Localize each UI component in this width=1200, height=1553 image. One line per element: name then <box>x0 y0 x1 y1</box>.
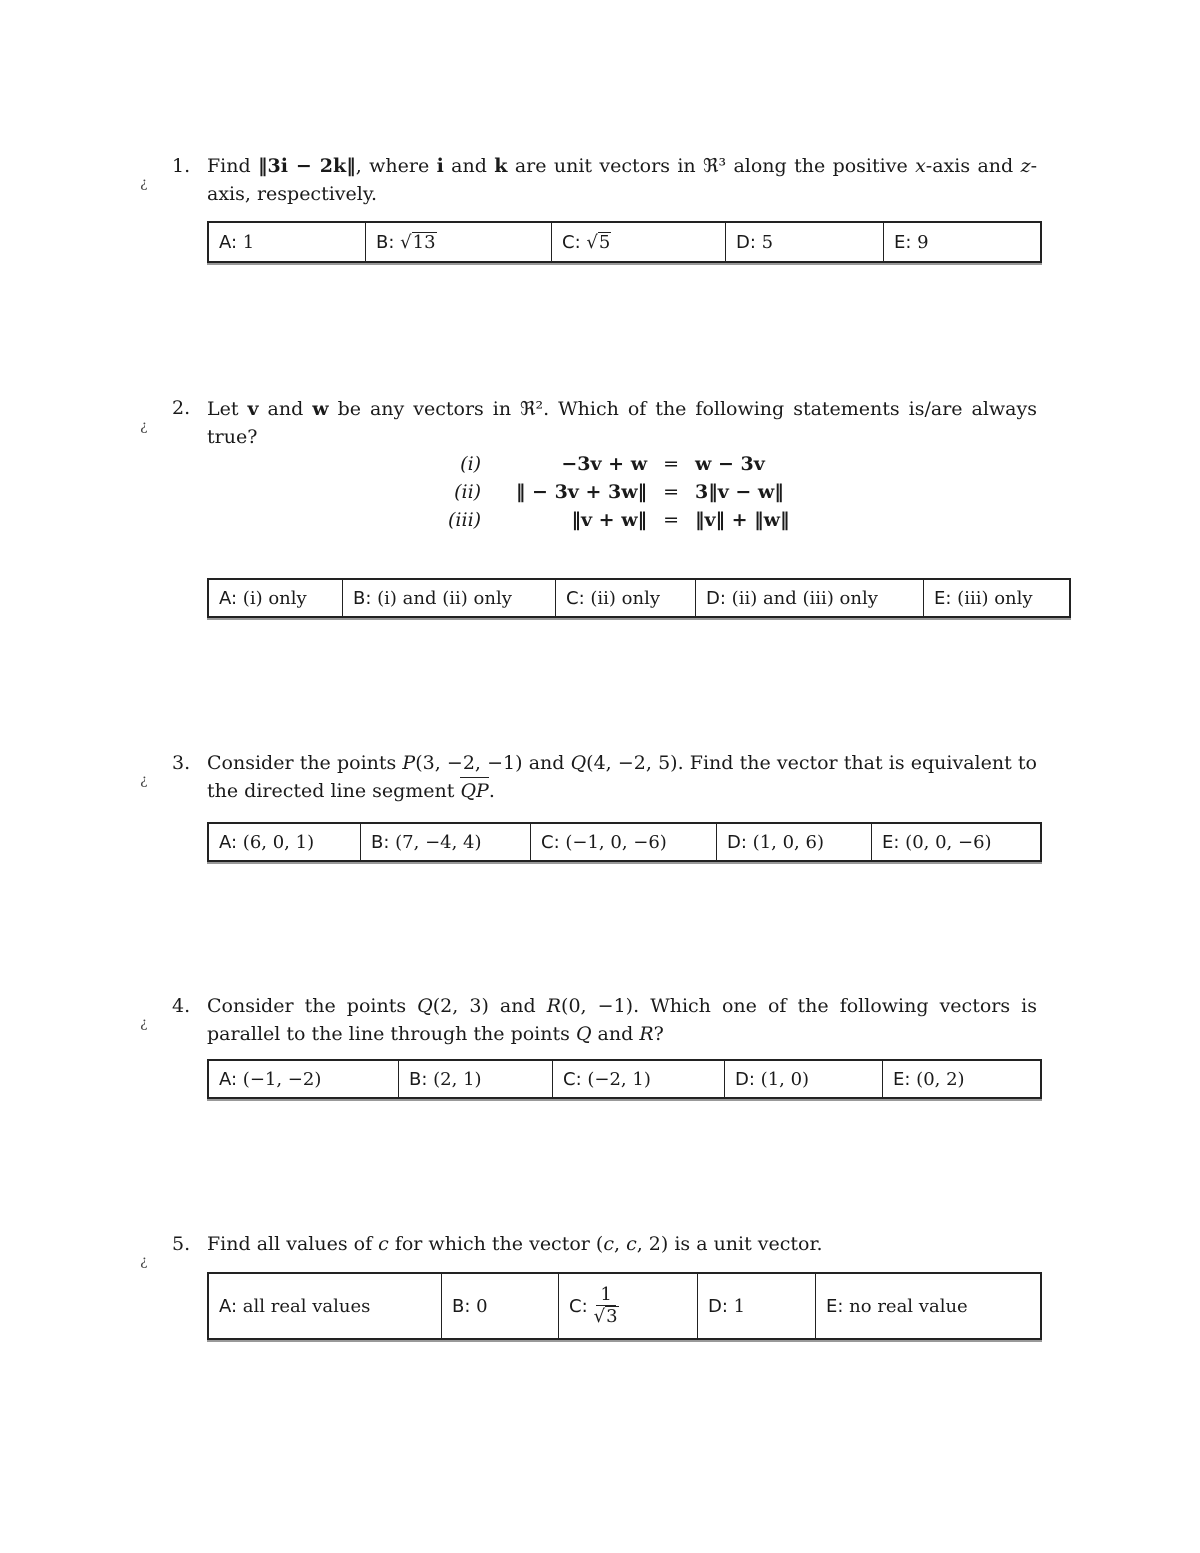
answer-choices <box>207 578 1071 618</box>
question-number: 2. <box>172 397 191 419</box>
question-text: Find ‖3i − 2k‖, where i and k are unit vectors in ℜ³ along the positive x-axis and z-axis, respectively. <box>207 155 1038 205</box>
question-number: 4. <box>172 995 191 1017</box>
statement-i: (i) −3v + w = w − 3v <box>460 453 765 475</box>
choice-b[interactable]: B: √ 13 <box>366 223 552 261</box>
choice-c[interactable]: C: (−1, 0, −6) <box>531 824 717 860</box>
answer-choices <box>207 1059 1042 1099</box>
question-number: 1. <box>172 155 191 177</box>
choice-b[interactable]: B: (2, 1) <box>399 1061 553 1097</box>
choice-b[interactable]: B: 0 <box>442 1274 559 1338</box>
margin-mark: ¿ <box>140 772 148 788</box>
margin-mark: ¿ <box>140 175 148 191</box>
statement-iii: (iii) ‖v + w‖ = ‖v‖ + ‖w‖ <box>448 509 790 531</box>
choice-c[interactable]: C: (−2, 1) <box>553 1061 725 1097</box>
answer-choices <box>207 822 1042 862</box>
choice-e[interactable]: E: (0, 2) <box>893 1068 965 1090</box>
choice-d[interactable]: D: 5 <box>726 223 884 261</box>
choice-a[interactable]: A: (6, 0, 1) <box>209 824 361 860</box>
choice-e[interactable]: E: (0, 0, −6) <box>882 831 992 853</box>
choice-d[interactable]: D: (1, 0) <box>725 1061 883 1097</box>
choice-a[interactable]: A: 1 <box>209 223 366 261</box>
choice-e[interactable]: E: (iii) only <box>934 587 1033 609</box>
choice-c[interactable]: C: √ 5 <box>552 223 726 261</box>
choice-d[interactable]: D: 1 <box>698 1274 816 1338</box>
choice-e[interactable]: E: 9 <box>894 231 929 253</box>
statement-ii: (ii) ‖ − 3v + 3w‖ = 3‖v − w‖ <box>454 481 784 503</box>
choice-c[interactable]: C: 1 √ 3 <box>559 1274 698 1338</box>
choice-d[interactable]: D: (ii) and (iii) only <box>696 580 924 616</box>
choice-d[interactable]: D: (1, 0, 6) <box>717 824 872 860</box>
question-number: 3. <box>172 752 191 774</box>
margin-mark: ¿ <box>140 418 148 434</box>
question-text: Consider the points P(3, −2, −1) and Q(4, −2, 5). Find the vector that is equivalent to the directed line segment QP. <box>207 752 1037 802</box>
question-number: 5. <box>172 1233 191 1255</box>
choice-a[interactable]: A: (i) only <box>209 580 343 616</box>
choice-c[interactable]: C: (ii) only <box>556 580 696 616</box>
choice-e[interactable]: E: no real value <box>826 1295 968 1317</box>
question-text: Consider the points Q(2, 3) and R(0, −1). Which one of the following vectors is parallel to the line through the points Q and R? <box>207 995 1037 1045</box>
margin-mark: ¿ <box>140 1253 148 1269</box>
answer-choices <box>207 221 1042 263</box>
answer-choices <box>207 1272 1042 1340</box>
question-text: Let v and w be any vectors in ℜ². Which of the following statements is/are always true? <box>207 398 1037 448</box>
choice-a[interactable]: A: all real values <box>209 1274 442 1338</box>
margin-mark: ¿ <box>140 1015 148 1031</box>
choice-b[interactable]: B: (i) and (ii) only <box>343 580 556 616</box>
statement-equations <box>440 450 798 534</box>
choice-a[interactable]: A: (−1, −2) <box>209 1061 399 1097</box>
question-text: Find all values of c for which the vector (c, c, 2) is a unit vector. <box>207 1233 823 1255</box>
choice-b[interactable]: B: (7, −4, 4) <box>361 824 531 860</box>
